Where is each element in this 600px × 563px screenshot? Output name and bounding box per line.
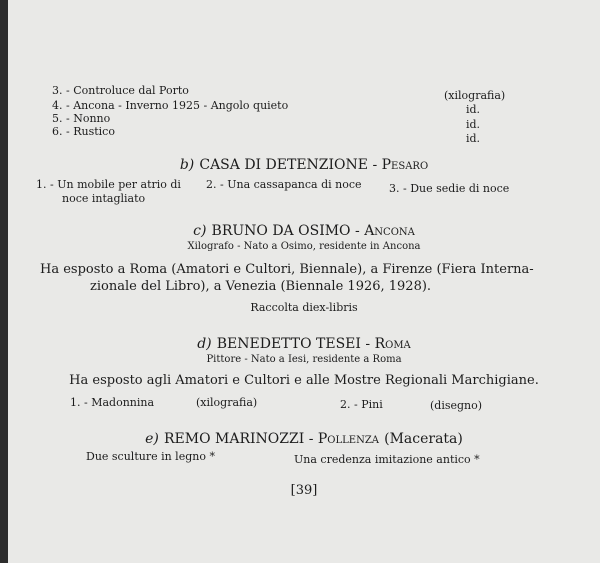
item-number: 4.	[52, 99, 63, 112]
exhibition-text: Ha esposto agli Amatori e Cultori e alle Mostre Regionali Marchigiane.	[69, 373, 539, 388]
collection-label: Raccolta diex-libris	[250, 301, 358, 314]
item-technique: (disegno)	[430, 399, 483, 412]
heading-title: BENEDETTO TESEI	[216, 336, 361, 352]
list-item: 6. - Rustico	[52, 125, 115, 138]
item-technique: (xilografia)	[196, 396, 258, 409]
item-title: Pini	[361, 398, 383, 411]
item-number: 5.	[52, 112, 63, 125]
heading-place: Roma	[374, 336, 411, 352]
item-title: Ancona - Inverno 1925 - Angolo quieto	[73, 99, 289, 112]
section-heading-b: b) CASA DI DETENZIONE - Pesaro	[179, 157, 429, 173]
list-item: 2. - Pini	[340, 398, 383, 411]
item-number: 6.	[52, 125, 63, 138]
list-item: 4. - Ancona - Inverno 1925 - Angolo quieto	[52, 99, 289, 112]
item-title: Rustico	[73, 125, 115, 138]
item-title-continuation: noce intagliato	[62, 192, 146, 205]
heading-title: CASA DI DETENZIONE	[199, 157, 368, 173]
section-heading-e: e) REMO MARINOZZI - Pollenza (Macerata)	[145, 431, 463, 447]
exhibition-text: zionale del Libro), a Venezia (Biennale 1926, 1928).	[90, 279, 432, 294]
item-technique: id.	[466, 132, 481, 145]
list-item: 5. - Nonno	[52, 112, 111, 125]
heading-place: Pollenza	[317, 431, 380, 447]
item-title: Due sedie di noce	[410, 182, 510, 195]
list-item: 2. - Una cassapanca di noce	[206, 178, 362, 191]
list-item: 1. - Madonnina	[70, 396, 155, 409]
item-technique: id.	[466, 118, 481, 131]
document-page	[8, 0, 600, 563]
list-item: 1. - Un mobile per atrio di	[36, 178, 181, 191]
heading-place: Pesaro	[381, 157, 429, 173]
item-technique: (xilografia)	[444, 89, 506, 102]
heading-title: REMO MARINOZZI	[163, 431, 305, 447]
list-item: Due sculture in legno *	[86, 450, 215, 463]
section-heading-d: d) BENEDETTO TESEI - Roma	[197, 336, 411, 352]
item-title: Madonnina	[91, 396, 155, 409]
heading-place-detail: (Macerata)	[384, 431, 463, 447]
heading-place: Ancona	[364, 223, 415, 239]
page-number: [39]	[290, 483, 318, 498]
item-title: Controluce dal Porto	[73, 84, 189, 97]
item-title: Una cassapanca di noce	[227, 178, 362, 191]
list-item: Una credenza imitazione antico *	[294, 453, 480, 466]
item-title: Un mobile per atrio di	[57, 178, 181, 191]
section-heading-c: c) BRUNO DA OSIMO - Ancona	[193, 223, 415, 239]
list-item: 3. - Due sedie di noce	[389, 182, 510, 195]
scan-edge	[0, 0, 8, 563]
exhibition-text: Ha esposto a Roma (Amatori e Cultori, Biennale), a Firenze (Fiera Interna-	[40, 262, 534, 277]
artist-subtitle: Pittore - Nato a Iesi, residente a Roma	[206, 354, 402, 365]
item-number: 3.	[52, 84, 63, 97]
heading-title: BRUNO DA OSIMO	[211, 223, 351, 239]
item-title: Nonno	[73, 112, 111, 125]
list-item: 3. - Controluce dal Porto	[52, 84, 189, 97]
item-technique: id.	[466, 103, 481, 116]
artist-subtitle: Xilografo - Nato a Osimo, residente in Ancona	[187, 241, 421, 252]
